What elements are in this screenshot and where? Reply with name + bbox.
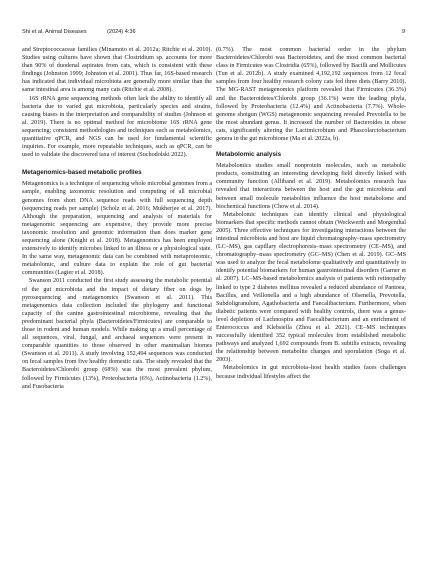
right-column xyxy=(216,46,406,381)
section-heading-metagenomics: Metagenomics-based metabolic profiles xyxy=(22,169,142,177)
paragraph: and Streptococcaceae families (Minamoto et al. 2012a; Ritchie et al. 2010). Studies using cultures have shown that Clostridium sp. accounts for more than 90% of duodenal aspirates from cats, which is consistent with these findings (Johnston 1999; Johnston et al. 2001). Thus far, 16S-based research has indicated that individual microbiota are generally more similar than the same intestinal area is among many cats (Ritchie et al. 2008). xyxy=(22,47,212,94)
journal-citation: Shi et al. Animal Diseases xyxy=(22,29,87,35)
paragraph: 16S rRNA gene sequencing methods often lack the ability to identify all bacteria due to varied gut microbiota, particularly species and strains, causing biases in the interpretation and comparability of studies (Johnson et al. 2019). There is no optimal method for microbiome 16S rRNA gene sequencing; consistent methodologies and techniques such as metabolomics, quantitative qPCR, and NGS can be used for fundamental scientific inquiries. For example, more repeatable techniques, such as qPCR, can be used to validate the discovered taxa of interest (Suchodolski 2022). xyxy=(22,95,212,159)
section-heading-metabolomic: Metabolomic analysis xyxy=(216,151,282,159)
running-header xyxy=(22,29,405,41)
paragraph: (0.7%). The most common bacterial order in the phylum Bacteroidetes/Chlorobi was Bacteroidetes, and the most common bacterial class in Firmicutes was Clostridia (65%), followed by Bacilli and Mollicutes (Tun et al. 2012b). A study examined 4,192,192 sequences from 12 fecal samples from four healthy research colony cats fed three diets (Barry 2010). The MG-RAST metagenomics platform revealed that Firmicutes (36.3%) and the Bacteroidetes/Chlorobi group (36.1%) were the leading phyla, followed by Proteobacteria (12.4%) and Actinobacteria (7.7%). Whole-genome shotgun (WGS) metagenomic sequencing revealed Prevotella to be the most abundant genus. It increased the number of Bacteroides in obese cats, significantly altering the Lactimicrobium and Phascolarctobacterium genera in the gut microbiome (Ma et al. 2022a, b). xyxy=(216,47,406,143)
paragraph: Swanson 2011 conducted the first study assessing the metabolic potential of the gut microbiota and the impact of dietary fiber on dogs by pyrosequencing and metagenomics (Swanson et al. 2011). This metagenomics data collection included the phylogeny and functional capacity of the canine gastrointestinal microbiome, revealing that the predominant bacterial phyla (Bacteroidetes/Firmicutes) are comparable to those in rodent and human models. While making up a small percentage of all sequences, viral, fungal, and archaeal sequences were present in comparable quantities to those observed in other mammalian biomes (Swanson et al. 2011). A study involving 152,494 sequences was conducted on fecal samples from five healthy domestic cats. The study revealed that the Bacteroidetes/Chlorobi group (68%) was the most prevalent phylum, followed by Firmicutes (13%), Proteobacteria (6%), Actinobacteria (1.2%), and Fusobacteria xyxy=(22,278,212,390)
paragraph: Metabolomic techniques can identify clinical and physiological biomarkers that specific methods cannot obtain (Weckwerth and Morgenthal 2005). Three effective techniques for investigating interactions between the intestinal microbiota and host are liquid chromatography–mass spectrometry (LC–MS), gas capillary electrophoresis–mass spectrometry (CE–MS), and chromatography–mass spectrometry (GC–MS) (Chen et al. 2019). GC–MS was used to analyze the fecal metabolome qualitatively and quantitatively to identify potential biomarkers for human gastrointestinal disorders (Garner et al. 2007). LC–MS-based metabolomics analysis of patients with retinopathy linked to type 2 diabetes mellitus revealed a reduced abundance of Pantoea, Bacillus, and Veillonella and a high abundance of Olsenella, Prevotella, Subdoligranulum, Agathobacteria and Faecalibacterium. Furthermore, when diabetic patients were compared with healthy controls, there was a genus-level depletion of Lachnospira and Faecalibacterium and an enrichment of Enterococcus and Klebsiella (Zhou et al. 2021). CE–MS techniques successfully identified 352 typical molecules from established metabolic pathways and analyzed 1,692 compounds from B. subtilis extracts, revealing the relationship between metabolite changes and sporulation (Soga et al. 2003). xyxy=(216,211,406,364)
paragraph: Metabolomics in gut microbiota–host health studies faces challenges because individual lifestyles affect the xyxy=(216,365,406,380)
left-column xyxy=(22,46,212,391)
paragraph: Metabolomics studies small nonprotein molecules, such as metabolic products, constituting an interesting developing field directly linked with community function (Alliband et al. 2019). Metabolomics research has revealed that interactions between the host and the gut microbiota and between small molecule metabolites influence the host metabolome and biochemical functions (Chow et al. 2014). xyxy=(216,163,406,210)
page-number: 9 xyxy=(401,29,405,35)
paragraph: Metagenomics is a technique of sequencing whole microbial genomes from a sample, enabling taxonomic resolution and computing of all microbial genomes from short DNA sequence reads with full sequencing depth (sequencing reads per sample) (Scholz et al. 2016; Mukherjee et al. 2017). Although the preparation, sequencing and analysis of materials for metagenomic sequencing are expensive, they provide more precise taxonomic resolution and genomic information than does marker gene sequencing alone (Knight et al. 2018). Metagenomics has been employed extensively to identify microbes linked to an illness or a physiological state. In the same way, metagenomic data can be combined with metaproteomic, metabolomic, and culture data to explain the role of gut bacterial communities (Lagier et al. 2018). xyxy=(22,181,212,277)
issue-citation: (2024) 4:36 xyxy=(107,29,136,35)
